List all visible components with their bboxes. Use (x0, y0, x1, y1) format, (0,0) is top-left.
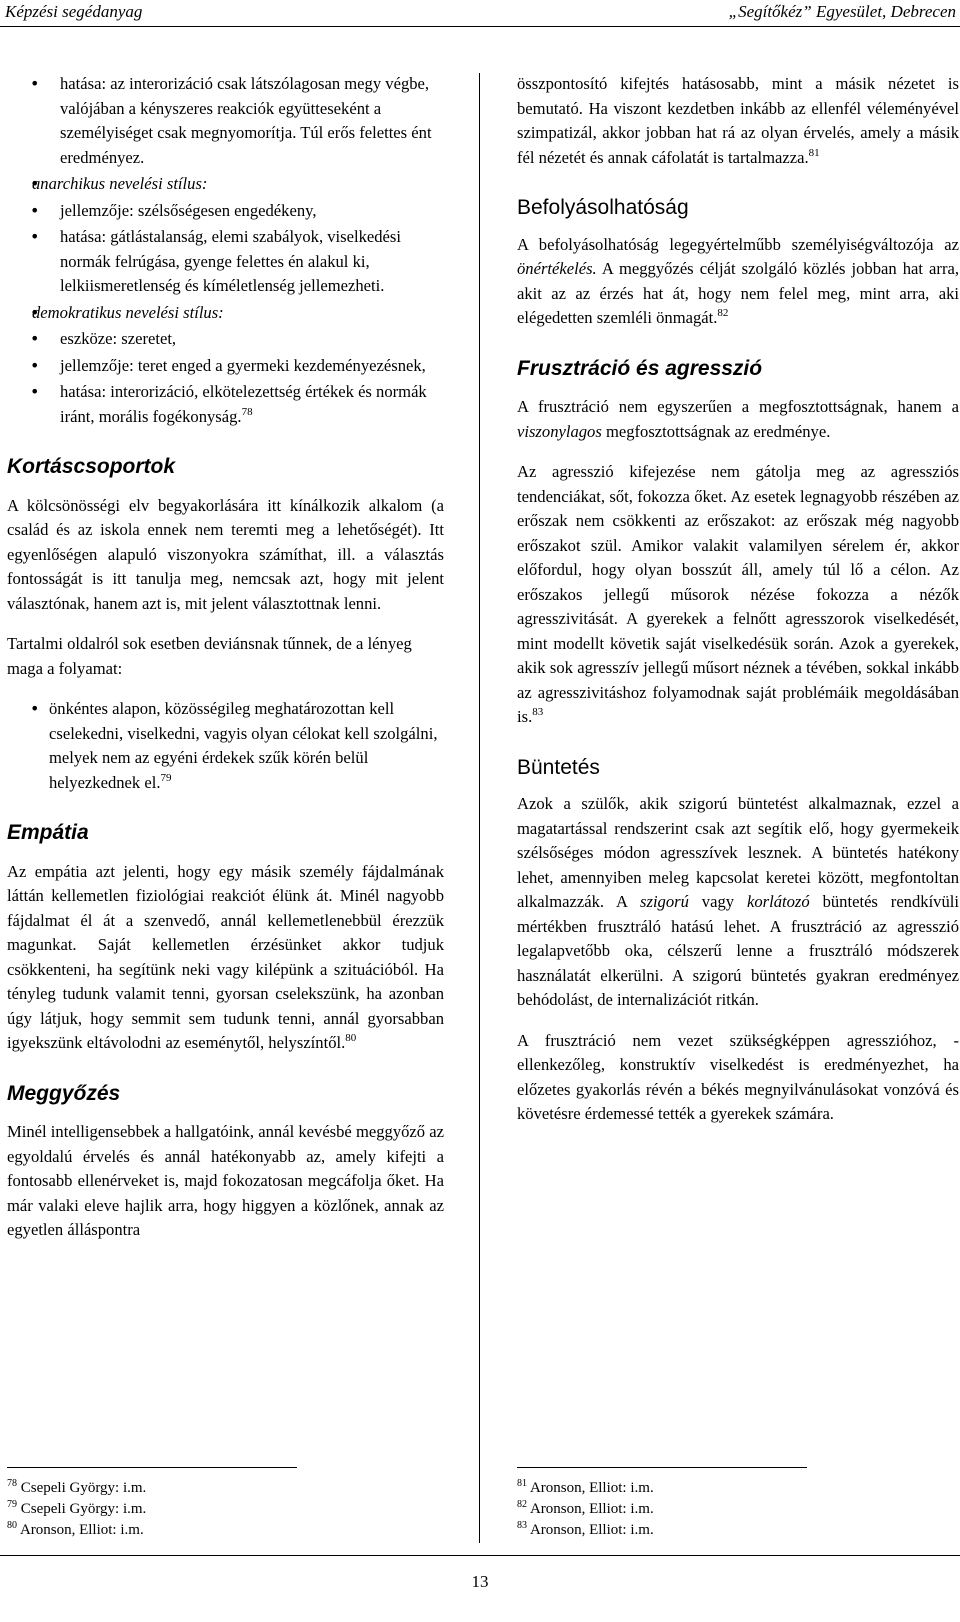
footnote-rule (7, 1467, 297, 1468)
footnote-rule (517, 1467, 807, 1468)
demo-title: demokratikus nevelési stílus: (32, 302, 224, 322)
paragraph: A befolyásolhatóság legegyértelműbb személyiségváltozója az önértékelés. A meggyőzés célját szolgáló közlés jobban hat arra, akit az az érzés hat át, hogy nem felel meg, mint arra, aki elégedetten szemléli önmagát.$^{82}$ (517, 234, 959, 327)
bullet-list (7, 72, 444, 197)
footnote-ref[interactable]: 78 (241, 405, 253, 418)
heading-buntetes: Büntetés (517, 755, 600, 779)
heading-empatia: Empátia (7, 821, 89, 844)
footnote: $^{83}$ Aronson, Elliot: i.m. (517, 1520, 654, 1538)
anarch-list (7, 199, 444, 299)
footnote: $^{78}$ Csepeli György: i.m. (7, 1478, 147, 1496)
paragraph: A frusztráció nem egyszerűen a megfosztottságnak, hanem a viszonylagos megfosztottságnak az eredménye. (517, 397, 959, 441)
list-item: • hatása: gátlástalanság, elemi szabályok, viselkedési normák felrúgása, gyenge felettes én alakul ki, lelkiismeretlenség és kíméletlenség jellemezheti. (7, 225, 444, 299)
list-item: • eszköze: szeretet, (7, 327, 444, 352)
list-item: • hatása: interorizáció, elkötelezettség értékek és normák iránt, morális fogékonyság.$^{78}$ (7, 380, 444, 429)
footnote-ref[interactable]: 82 (717, 307, 729, 319)
paragraph: A frusztráció nem vezet szükségképpen agresszióhoz, - ellenkezőleg, konstruktív viselkedést is eredményezhet, ha előzetes gyakorlás révén a békés megnyilvánulásokat vonzóvá és követésre érdemessé tették a gyerekek számára. (517, 1030, 959, 1123)
paragraph: Tartalmi oldalról sok esetben deviánsnak tűnnek, de a lényeg maga a folyamat: (7, 634, 412, 678)
heading-befolyasolhatosag: Befolyásolhatóság (517, 196, 689, 219)
paragraph: Minél intelligensebbek a hallgatóink, annál kevésbé meggyőző az egyoldalú érvelés és annál hatékonyabb az, amely kifejti a fontosabb ellenérveket is, majd fokozatosan megcáfolja őket. Ha már valaki eleve hajlik arra, hogy higgyen a közlőnek, annak az egyetlen álláspontra (7, 1122, 444, 1239)
list-item (7, 301, 444, 326)
bullet-list (7, 301, 444, 326)
footnote: $^{82}$ Aronson, Elliot: i.m. (517, 1499, 654, 1517)
footnote: $^{79}$ Csepeli György: i.m. (7, 1499, 147, 1517)
list-item: • jellemzője: teret enged a gyermeki kezdeményezésnek, (7, 354, 444, 379)
list-item: • hatása: az interorizáció csak látszólagosan megy végbe, valójában a kényszeres reakciók együtteseként a személyiséget csak megnyomorítja. Túl erős felettes ént eredményez. (7, 72, 444, 170)
heading-kortascsoportok: Kortáscsoportok (7, 455, 176, 478)
list-item (7, 172, 444, 197)
paragraph: összpontosító kifejtés hatásosabb, mint a másik nézetet is bemutató. Ha viszont kezdetben inkább az ellenfél véleményével szimpatizál, akkor jobban hat rá az olyan érvelés, amely a másik fél nézetét és annak cáfolatát is tartalmazza.$^{81}$ (517, 74, 959, 167)
right-column (517, 72, 959, 1143)
footnote: $^{80}$ Aronson, Elliot: i.m. (7, 1520, 144, 1538)
left-column (7, 72, 444, 1259)
paragraph: A kölcsönösségi elv begyakorlására itt kínálkozik alkalom (a család és az iskola ennek nem teremti meg a lehetőségét). Itt egyenlőségen alapuló viszonyokra számíthat, ill. a választás fontosságát is itt tanulja meg, nemcsak azt, hogy mit jelent választónak, hanem azt is, mit jelent választottnak lenni. (7, 495, 444, 613)
footnotes-right (517, 1478, 654, 1541)
footer-rule (0, 1555, 960, 1556)
anarch-title: anarchikus nevelési stílus: (32, 174, 208, 193)
heading-frusztracio: Frusztráció és agresszió (517, 356, 763, 380)
page-header (0, 0, 960, 30)
header-right: „Segítőkéz” Egyesület, Debrecen (728, 2, 956, 21)
footnote: $^{81}$ Aronson, Elliot: i.m. (517, 1478, 654, 1496)
footnote-ref[interactable]: 83 (532, 706, 544, 718)
list-item: • jellemzője: szélsőségesen engedékeny, (7, 199, 444, 224)
bullet-list (7, 697, 444, 795)
footnotes-left (7, 1478, 146, 1541)
demo-list (7, 327, 444, 429)
paragraph: Azok a szülők, akik szigorú büntetést alkalmaznak, ezzel a magatartással rendszerint csak azt segítik elő, hogy gyermekeik szélsőséges módon agresszívek lesznek. A büntetés hatékony lehet, amennyiben meleg kapcsolat keretei között, megfontoltan alkalmazzák. A szigorú vagy korlátozó büntetés rendkívüli mértékben frusztráló hatású lehet. A frusztráció az agresszió legalapvetőbb oka, célszerű lenne a frusztráló módszerek használatát elkerülni. A szigorú büntetés gyakran eredményez behódolást, de internalizációt ritkán. (517, 794, 959, 1009)
paragraph: Az empátia azt jelenti, hogy egy másik személy fájdalmának láttán kellemetlen fiziológiai reakciót élünk át. Minél nagyobb fájdalmat él át a szenvedő, annál kellemetlenebbül érezzük magunkat. Saját kellemetlen érzésünket akkor tudjuk csökkenteni, ha segítünk neki vagy kilépünk a szituációból. Ha tényleg tudunk valamit tenni, gyorsan cselekszünk, ha azonban úgy látjuk, hogy semmit sem tudunk tenni, annál gyorsabban igyekszünk eltávolodni az eseménytől, helyszíntől.$^{80}$ (7, 861, 444, 1052)
column-divider (479, 73, 480, 1543)
header-rule (0, 26, 960, 27)
heading-meggyozes: Meggyőzés (7, 1081, 121, 1105)
footnote-ref[interactable]: 81 (808, 146, 820, 159)
page-number: 13 (471, 1572, 489, 1591)
footnote-ref[interactable]: 80 (345, 1032, 357, 1044)
footnote-ref[interactable]: 79 (160, 771, 172, 784)
header-left: Képzési segédanyag (5, 2, 143, 21)
paragraph: Az agresszió kifejezése nem gátolja meg az agressziós tendenciákat, sőt, fokozza őket. Az esetek legnagyobb részében az erőszak nem csökkenti az erőszakot: az erőszak még nagyobb erőszakot szül. Amikor valakit valamilyen sérelem ér, akkor előfordul, hogy olyan bosszút áll, amely túl lő a célon. Az erőszakos jellegű műsorok nézése fokozza a nézők agresszivitását. A gyerekek a felnőtt agresszorok viselkedését, mint modellt követik saját viselkedésük során. Azok a gyerekek, akik sok agresszív jellegű műsort néznek a tévében, sokkal inkább az agresszivitáshoz folyamodnak saját problémáik megoldásában is.$^{83}$ (517, 462, 959, 726)
list-item: • önkéntes alapon, közösségileg meghatározottan kell cselekedni, viselkedni, vagyis olyan célokat kell szolgálni, melyek nem az egyéni érdekek szűk körén belül helyezkednek el.$^{79}$ (7, 697, 444, 795)
